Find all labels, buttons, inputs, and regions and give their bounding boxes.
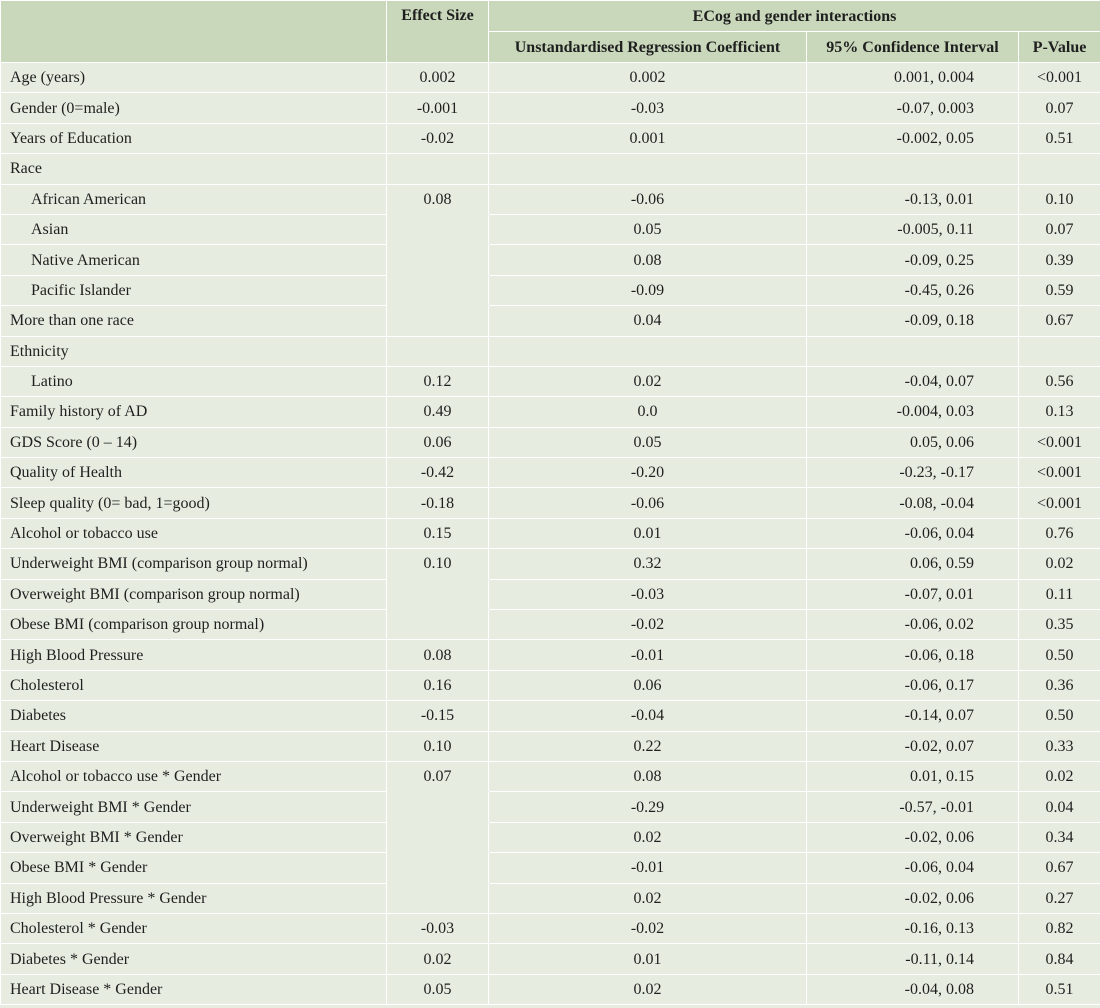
confidence-interval-cell: -0.14, 0.07 [807,701,1019,731]
table-row [1,275,1100,305]
variable-cell: Ethnicity [1,336,387,366]
coefficient-cell: 0.02 [489,822,807,852]
table-row [1,397,1100,427]
effect-size-cell: 0.12 [387,366,489,396]
coefficient-header: Unstandardised Regression Coefficient [489,32,807,63]
variable-cell: GDS Score (0 – 14) [1,427,387,457]
variable-cell: Overweight BMI (comparison group normal) [1,579,387,609]
confidence-interval-cell: -0.09, 0.25 [807,245,1019,275]
effect-size-cell: 0.16 [387,670,489,700]
p-value-cell: 0.02 [1019,549,1100,579]
variable-cell: Obese BMI * Gender [1,853,387,883]
p-value-cell [1019,154,1100,184]
p-value-cell: 0.07 [1019,214,1100,244]
table-row [1,761,1100,791]
coefficient-cell: 0.04 [489,306,807,336]
ecog-gender-interactions-header: ECog and gender interactions [489,1,1100,32]
coefficient-cell: 0.08 [489,761,807,791]
variable-cell: Alcohol or tobacco use * Gender [1,761,387,791]
table-row [1,822,1100,852]
variable-cell: Latino [1,366,387,396]
p-value-cell: 0.13 [1019,397,1100,427]
effect-size-cell: -0.42 [387,458,489,488]
p-value-cell: <0.001 [1019,488,1100,518]
p-value-cell: 0.51 [1019,123,1100,153]
effect-size-cell [387,245,489,275]
table-row [1,853,1100,883]
coefficient-cell: 0.05 [489,214,807,244]
variable-cell: High Blood Pressure * Gender [1,883,387,913]
effect-size-cell: 0.002 [387,63,489,93]
effect-size-cell [387,610,489,640]
confidence-interval-cell: 0.01, 0.15 [807,761,1019,791]
p-value-cell: 0.10 [1019,184,1100,214]
p-value-cell: 0.51 [1019,974,1100,1004]
effect-size-cell: 0.08 [387,640,489,670]
coefficient-cell: -0.02 [489,913,807,943]
table-row [1,336,1100,366]
p-value-cell: <0.001 [1019,427,1100,457]
confidence-interval-cell [807,336,1019,366]
confidence-interval-cell: -0.02, 0.06 [807,883,1019,913]
variable-cell: Pacific Islander [1,275,387,305]
coefficient-cell: -0.06 [489,488,807,518]
variable-cell: Race [1,154,387,184]
confidence-interval-cell: -0.02, 0.07 [807,731,1019,761]
table-row [1,518,1100,548]
confidence-interval-cell: -0.005, 0.11 [807,214,1019,244]
confidence-interval-cell: -0.45, 0.26 [807,275,1019,305]
variable-cell: Underweight BMI * Gender [1,792,387,822]
p-value-cell: <0.001 [1019,458,1100,488]
table-row [1,701,1100,731]
variable-cell: Cholesterol * Gender [1,913,387,943]
table-header [1,1,1100,63]
effect-size-cell: -0.02 [387,123,489,153]
coefficient-cell [489,336,807,366]
variable-cell: Gender (0=male) [1,93,387,123]
effect-size-cell [387,883,489,913]
variable-cell: More than one race [1,306,387,336]
p-value-cell: 0.34 [1019,822,1100,852]
confidence-interval-cell: -0.09, 0.18 [807,306,1019,336]
coefficient-cell: 0.22 [489,731,807,761]
p-value-cell: 0.27 [1019,883,1100,913]
effect-size-cell: 0.02 [387,944,489,974]
variable-cell: High Blood Pressure [1,640,387,670]
confidence-interval-cell: -0.06, 0.17 [807,670,1019,700]
table-row [1,184,1100,214]
variable-cell: Family history of AD [1,397,387,427]
effect-size-header: Effect Size [387,1,489,63]
effect-size-cell [387,214,489,244]
variable-cell: Heart Disease [1,731,387,761]
p-value-cell: 0.59 [1019,275,1100,305]
effect-size-cell: 0.07 [387,761,489,791]
variable-cell: African American [1,184,387,214]
effect-size-cell [387,306,489,336]
p-value-cell: 0.36 [1019,670,1100,700]
p-value-cell: 0.67 [1019,306,1100,336]
variable-cell: Sleep quality (0= bad, 1=good) [1,488,387,518]
coefficient-cell: -0.20 [489,458,807,488]
effect-size-cell: 0.08 [387,184,489,214]
p-value-cell: 0.33 [1019,731,1100,761]
coefficient-cell: -0.03 [489,579,807,609]
coefficient-cell: 0.08 [489,245,807,275]
p-value-cell: 0.84 [1019,944,1100,974]
variable-column-header [1,1,387,63]
confidence-interval-cell [807,154,1019,184]
effect-size-cell: 0.10 [387,731,489,761]
coefficient-cell: 0.02 [489,366,807,396]
coefficient-cell: -0.09 [489,275,807,305]
variable-cell: Quality of Health [1,458,387,488]
table-row [1,488,1100,518]
table-row [1,306,1100,336]
p-value-cell: 0.39 [1019,245,1100,275]
table-row [1,366,1100,396]
coefficient-cell: 0.001 [489,123,807,153]
p-value-cell: 0.04 [1019,792,1100,822]
confidence-interval-header: 95% Confidence Interval [807,32,1019,63]
p-value-cell: 0.07 [1019,93,1100,123]
confidence-interval-cell: -0.08, -0.04 [807,488,1019,518]
coefficient-cell: -0.29 [489,792,807,822]
coefficient-cell: -0.01 [489,853,807,883]
effect-size-cell [387,822,489,852]
confidence-interval-cell: -0.16, 0.13 [807,913,1019,943]
table-row [1,670,1100,700]
effect-size-cell [387,792,489,822]
confidence-interval-cell: -0.23, -0.17 [807,458,1019,488]
effect-size-cell: -0.18 [387,488,489,518]
variable-cell: Native American [1,245,387,275]
p-value-cell [1019,336,1100,366]
variable-cell: Years of Education [1,123,387,153]
coefficient-cell: -0.04 [489,701,807,731]
table-row [1,549,1100,579]
table-row [1,245,1100,275]
p-value-header: P-Value [1019,32,1100,63]
effect-size-cell: 0.05 [387,974,489,1004]
confidence-interval-cell: -0.07, 0.003 [807,93,1019,123]
coefficient-cell [489,154,807,184]
table-row [1,610,1100,640]
variable-cell: Diabetes * Gender [1,944,387,974]
variable-cell: Asian [1,214,387,244]
variable-cell: Age (years) [1,63,387,93]
coefficient-cell: 0.06 [489,670,807,700]
confidence-interval-cell: -0.06, 0.02 [807,610,1019,640]
variable-cell: Overweight BMI * Gender [1,822,387,852]
confidence-interval-cell: -0.06, 0.04 [807,518,1019,548]
p-value-cell: 0.76 [1019,518,1100,548]
confidence-interval-cell: -0.02, 0.06 [807,822,1019,852]
table-row [1,792,1100,822]
coefficient-cell: 0.01 [489,944,807,974]
table-row [1,731,1100,761]
confidence-interval-cell: -0.11, 0.14 [807,944,1019,974]
table-row [1,579,1100,609]
effect-size-cell [387,336,489,366]
confidence-interval-cell: -0.07, 0.01 [807,579,1019,609]
p-value-cell: 0.50 [1019,701,1100,731]
confidence-interval-cell: -0.04, 0.08 [807,974,1019,1004]
p-value-cell: 0.67 [1019,853,1100,883]
effect-size-cell: -0.03 [387,913,489,943]
confidence-interval-cell: -0.002, 0.05 [807,123,1019,153]
coefficient-cell: 0.02 [489,883,807,913]
table-row [1,214,1100,244]
effect-size-cell: 0.06 [387,427,489,457]
confidence-interval-cell: 0.001, 0.004 [807,63,1019,93]
variable-cell: Diabetes [1,701,387,731]
variable-cell: Heart Disease * Gender [1,974,387,1004]
p-value-cell: 0.82 [1019,913,1100,943]
table-row [1,63,1100,93]
coefficient-cell: -0.01 [489,640,807,670]
effect-size-cell: -0.15 [387,701,489,731]
coefficient-cell: 0.01 [489,518,807,548]
p-value-cell: <0.001 [1019,63,1100,93]
coefficient-cell: 0.05 [489,427,807,457]
confidence-interval-cell: -0.004, 0.03 [807,397,1019,427]
effect-size-cell [387,579,489,609]
effect-size-cell [387,275,489,305]
confidence-interval-cell: -0.04, 0.07 [807,366,1019,396]
table-row [1,458,1100,488]
table-row [1,883,1100,913]
confidence-interval-cell: -0.06, 0.04 [807,853,1019,883]
coefficient-cell: 0.32 [489,549,807,579]
table-row [1,640,1100,670]
confidence-interval-cell: -0.57, -0.01 [807,792,1019,822]
table-row [1,974,1100,1004]
table-row [1,913,1100,943]
effect-size-cell: 0.49 [387,397,489,427]
table-row [1,123,1100,153]
coefficient-cell: 0.0 [489,397,807,427]
table-body [1,63,1100,1005]
coefficient-cell: -0.06 [489,184,807,214]
variable-cell: Obese BMI (comparison group normal) [1,610,387,640]
variable-cell: Underweight BMI (comparison group normal) [1,549,387,579]
p-value-cell: 0.35 [1019,610,1100,640]
p-value-cell: 0.11 [1019,579,1100,609]
confidence-interval-cell: 0.05, 0.06 [807,427,1019,457]
effect-size-cell [387,154,489,184]
effect-size-cell: 0.15 [387,518,489,548]
p-value-cell: 0.56 [1019,366,1100,396]
table-row [1,427,1100,457]
variable-cell: Cholesterol [1,670,387,700]
table-row [1,154,1100,184]
coefficient-cell: -0.02 [489,610,807,640]
variable-cell: Alcohol or tobacco use [1,518,387,548]
confidence-interval-cell: -0.13, 0.01 [807,184,1019,214]
p-value-cell: 0.50 [1019,640,1100,670]
table-row [1,93,1100,123]
effect-size-cell: 0.10 [387,549,489,579]
p-value-cell: 0.02 [1019,761,1100,791]
effect-size-cell [387,853,489,883]
coefficient-cell: -0.03 [489,93,807,123]
effect-size-cell: -0.001 [387,93,489,123]
coefficient-cell: 0.02 [489,974,807,1004]
table-row [1,944,1100,974]
confidence-interval-cell: -0.06, 0.18 [807,640,1019,670]
confidence-interval-cell: 0.06, 0.59 [807,549,1019,579]
coefficient-cell: 0.002 [489,63,807,93]
